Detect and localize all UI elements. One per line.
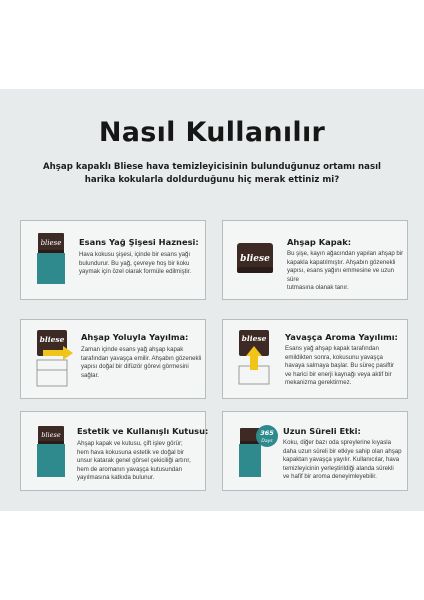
card-title: Ahşap Yoluyla Yayılma:	[81, 332, 189, 342]
card-line: havaya salmaya başlar. Bu süreç pasiftir	[285, 362, 395, 370]
card-line: tarafından yavaşça emilir. Ahşabın gözenekli	[81, 354, 202, 362]
subtitle-line: harika kokularla doldurduğunu hiç merak ettiniz mi?	[84, 174, 340, 185]
card-line: kapaktan yavaşça yayılır. Kullanıcılar, hava	[283, 456, 400, 464]
card-body	[287, 250, 407, 293]
card-title: Uzun Süreli Etki:	[283, 426, 361, 436]
card-line: Esans yağ ahşap kapak tarafından	[285, 345, 379, 352]
card-body	[283, 439, 402, 482]
diffusion-illustration-icon	[33, 326, 77, 390]
card-line: yayılmasına katkıda bulunur.	[77, 474, 155, 482]
card-title: Ahşap Kapak:	[287, 237, 352, 247]
card-line: Ahşap kapak ve kutusu, çift işlev görür;	[77, 440, 183, 447]
card-box	[20, 411, 209, 491]
brand-logo: bliese	[240, 254, 270, 264]
card-line: ve hafif bir aroma deneyimleyebilir.	[283, 473, 377, 481]
aroma-release-illustration-icon	[233, 326, 277, 390]
card-line: kapakla kapatılmıştır. Ahşabın gözenekli	[287, 258, 396, 266]
card-line: sağlar.	[81, 371, 99, 379]
card-line: hem de aromanın yavaşça kutusundan	[77, 465, 183, 473]
card-line: unsur katarak genel görsel çekiciliği artırır,	[77, 457, 191, 465]
days-badge-text	[260, 429, 274, 437]
card-title: Estetik ve Kullanışlı Kutusu:	[77, 426, 209, 436]
brand-logo: bliese	[41, 431, 61, 439]
badge-number: 365	[260, 429, 274, 437]
bottle-with-lid-icon	[35, 422, 67, 478]
brand-logo: bliese	[39, 335, 65, 344]
card-line: Koku, diğer bazı oda spreylerine kıyasla	[283, 439, 392, 446]
card-wood-lid	[222, 220, 408, 300]
card-title: Esans Yağ Şişesi Haznesi:	[79, 237, 199, 247]
card-wood-diffusion	[20, 319, 206, 399]
card-body	[285, 345, 394, 388]
card-line: yapısı doğal bir difüzör görevi görmesini	[81, 363, 189, 371]
days-badge-label: Days	[261, 439, 273, 444]
card-line: yaymak için özel olarak formüle edilmiştir.	[79, 268, 192, 276]
card-line: bulundurur. Bu yağ, çevreye hoş bir koku	[79, 259, 190, 267]
card-oil-bottle	[20, 220, 206, 300]
long-lasting-illustration-icon	[235, 422, 279, 478]
brand-logo: bliese	[40, 239, 62, 247]
bottle-with-lid-icon	[35, 229, 67, 285]
card-line: yapısı, esans yağını emmesine ve uzun süre	[287, 267, 395, 283]
card-long-lasting	[222, 411, 408, 491]
card-line: daha uzun süreli bir etkiye sahip olan ahşap	[283, 447, 402, 455]
card-line: temizleyicinin yerleştirildiği alanda sürekli	[283, 464, 394, 472]
brand-logo: bliese	[241, 334, 267, 343]
subtitle-line: Ahşap kapaklı Bliese hava temizleyicisinin bulunduğunuz ortamı nasıl	[43, 162, 381, 172]
card-line: ve harici bir enerji kaynağı veya aktif bir	[285, 370, 392, 378]
wood-lid-icon	[235, 241, 275, 275]
card-line: emildikten sonra, kokusunu yavaşça	[285, 353, 383, 361]
page-subtitle	[40, 161, 384, 186]
card-title: Yavaşça Aroma Yayılımı:	[285, 332, 398, 342]
card-line: mekanizma gerektirmez.	[285, 379, 352, 387]
card-body	[79, 251, 191, 277]
card-slow-aroma	[222, 319, 408, 399]
card-body	[77, 440, 191, 483]
card-line: Hava kokusu şişesi, içinde bir esans yağı	[79, 251, 191, 258]
card-line: Zaman içinde esans yağ ahşap kapak	[81, 346, 184, 353]
card-line: Bu şişe, kayın ağacından yapılan ahşap bir	[287, 250, 404, 257]
card-line: hem hava kokusuna estetik ve doğal bir	[77, 448, 185, 456]
card-line: tutmasına olanak tanır.	[287, 284, 349, 292]
page-title: Nasıl Kullanılır	[98, 117, 326, 148]
card-body	[81, 346, 201, 380]
